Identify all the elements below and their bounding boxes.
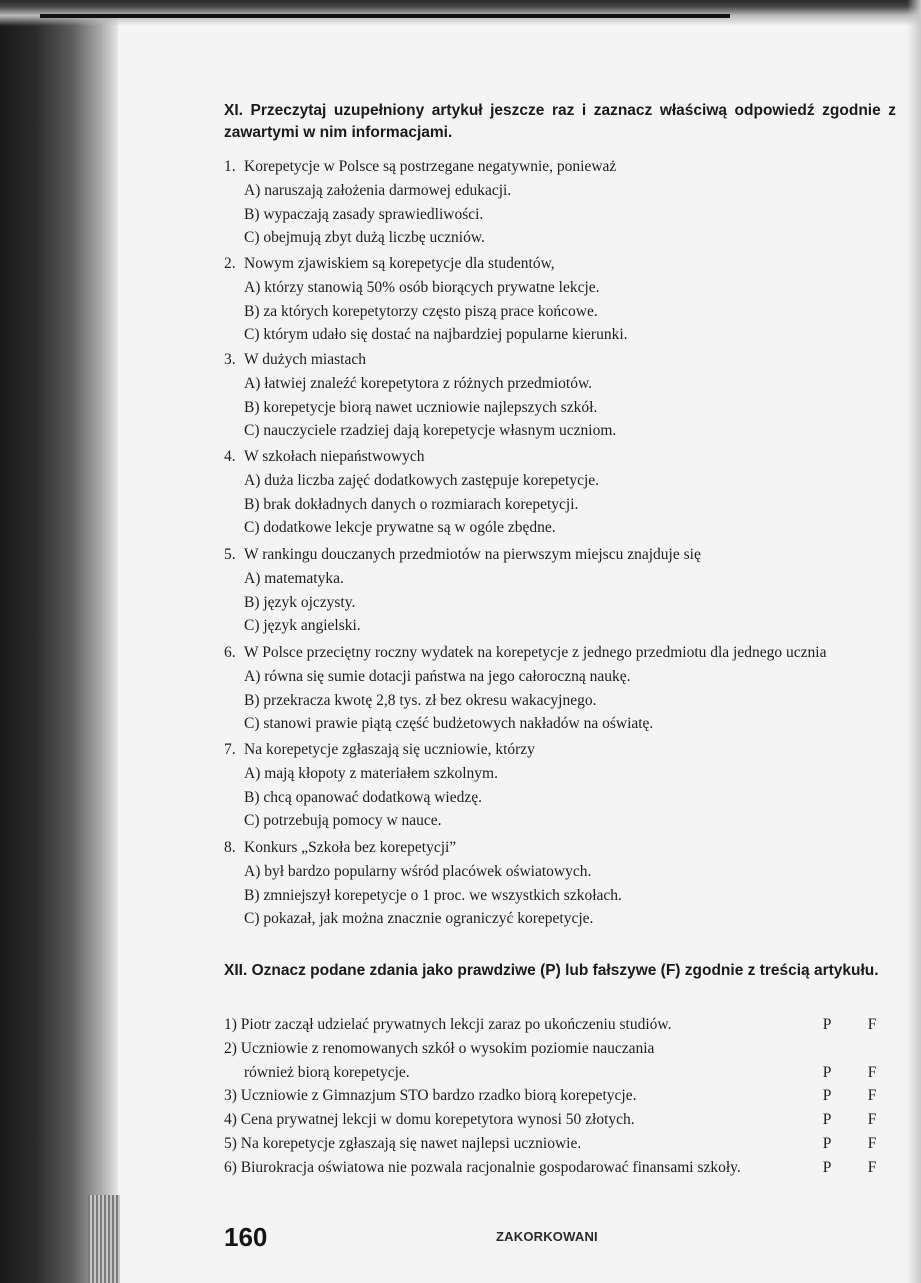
option-b[interactable]: B) wypaczają zasady sprawiedliwości. <box>244 205 484 223</box>
question-8 <box>224 836 904 931</box>
exercise-xii-heading: XII. Oznacz podane zdania jako prawdziwe (P) lub fałszywe (F) zgodnie z treścią artykułu. <box>224 962 879 979</box>
option-c[interactable]: C) obejmują zbyt dużą liczbę uczniów. <box>244 229 485 247</box>
option-b[interactable]: B) przekracza kwotę 2,8 tys. zł bez okresu wakacyjnego. <box>244 691 597 709</box>
question-number: 3. <box>224 351 236 368</box>
statement-text: 6) Biurokracja oświatowa nie pozwala racjonalnie gospodarować finansami szkoły. <box>224 1158 741 1176</box>
false-mark[interactable]: F <box>867 1111 877 1129</box>
question-6 <box>224 641 904 736</box>
option-c[interactable]: C) stanowi prawie piątą część budżetowych nakładów na oświatę. <box>244 715 654 733</box>
question-2 <box>224 252 904 347</box>
true-mark[interactable]: P <box>822 1111 832 1129</box>
option-a[interactable]: A) duża liczba zajęć dodatkowych zastępuje korepetycje. <box>244 471 600 489</box>
statement-text: 1) Piotr zaczął udzielać prywatnych lekcji zaraz po ukończeniu studiów. <box>224 1016 672 1033</box>
question-number: 6. <box>224 644 236 661</box>
question-number: 4. <box>224 448 236 465</box>
option-c[interactable]: C) język angielski. <box>244 617 361 635</box>
option-a[interactable]: A) równa się sumie dotacji państwa na jego całoroczną naukę. <box>244 667 631 685</box>
statement-row <box>224 1037 884 1085</box>
option-c[interactable]: C) nauczyciele rzadziej dają korepetycje własnym uczniom. <box>244 422 617 440</box>
question-number: 7. <box>224 741 236 758</box>
question-number: 2. <box>224 255 236 272</box>
question-text: W dużych miastach <box>244 351 366 368</box>
option-c[interactable]: C) pokazał, jak można znacznie ograniczyć korepetycje. <box>244 910 594 928</box>
question-7 <box>224 738 904 833</box>
question-text: W rankingu douczanych przedmiotów na pierwszym miejscu znajduje się <box>244 546 701 563</box>
false-mark[interactable]: F <box>867 1016 877 1033</box>
running-footer-title: ZAKORKOWANI <box>496 1229 598 1244</box>
question-3 <box>224 348 904 443</box>
true-mark[interactable]: P <box>822 1016 832 1033</box>
question-text: Korepetycje w Polsce są postrzegane negatywnie, ponieważ <box>244 158 617 175</box>
option-a[interactable]: A) matematyka. <box>244 569 344 587</box>
statement-text: 2) Uczniowie z renomowanych szkół o wysokim poziomie nauczania <box>224 1039 655 1057</box>
option-a[interactable]: A) był bardzo popularny wśród placówek oświatowych. <box>244 862 592 880</box>
option-b[interactable]: B) brak dokładnych danych o rozmiarach korepetycji. <box>244 495 579 513</box>
option-b[interactable]: B) korepetycje biorą nawet uczniowie najlepszych szkół. <box>244 398 598 416</box>
statement-row <box>224 1108 884 1132</box>
true-mark[interactable]: P <box>822 1134 832 1152</box>
statement-text: 4) Cena prywatnej lekcji w domu korepetytora wynosi 50 złotych. <box>224 1111 635 1129</box>
question-4 <box>224 445 904 540</box>
statement-text-continued: również biorą korepetycje. <box>244 1063 410 1081</box>
question-text: W Polsce przeciętny roczny wydatek na korepetycje z jednego przedmiotu dla jednego ucznia <box>244 644 827 661</box>
option-a[interactable]: A) którzy stanowią 50% osób biorących prywatne lekcje. <box>244 278 600 296</box>
false-mark[interactable]: F <box>867 1134 877 1152</box>
option-c[interactable]: C) potrzebują pomocy w nauce. <box>244 812 442 830</box>
option-a[interactable]: A) mają kłopoty z materiałem szkolnym. <box>244 764 498 782</box>
question-number: 8. <box>224 839 236 856</box>
true-false-list <box>224 1013 884 1180</box>
option-c[interactable]: C) dodatkowe lekcje prywatne są w ogóle zbędne. <box>244 519 556 537</box>
statement-row <box>224 1084 884 1108</box>
question-text: Nowym zjawiskiem są korepetycje dla studentów, <box>244 255 555 272</box>
question-1 <box>224 155 904 250</box>
option-b[interactable]: B) za których korepetytorzy często piszą prace końcowe. <box>244 302 598 320</box>
false-mark[interactable]: F <box>867 1087 877 1105</box>
true-mark[interactable]: P <box>822 1063 832 1081</box>
question-number: 1. <box>224 158 236 175</box>
question-number: 5. <box>224 546 236 563</box>
option-c[interactable]: C) którym udało się dostać na najbardziej popularne kierunki. <box>244 326 628 344</box>
statement-row <box>224 1156 884 1180</box>
statement-row <box>224 1013 884 1037</box>
true-mark[interactable]: P <box>822 1158 832 1176</box>
option-b[interactable]: B) język ojczysty. <box>244 593 356 611</box>
false-mark[interactable]: F <box>867 1063 877 1081</box>
question-text: W szkołach niepaństwowych <box>244 448 425 465</box>
option-a[interactable]: A) naruszają założenia darmowej edukacji. <box>244 181 512 199</box>
false-mark[interactable]: F <box>867 1158 877 1176</box>
question-text: Na korepetycje zgłaszają się uczniowie, którzy <box>244 741 535 758</box>
option-b[interactable]: B) chcą opanować dodatkową wiedzę. <box>244 788 482 806</box>
true-mark[interactable]: P <box>822 1087 832 1105</box>
option-a[interactable]: A) łatwiej znaleźć korepetytora z różnych przedmiotów. <box>244 374 593 392</box>
statement-text: 5) Na korepetycje zgłaszają się nawet najlepsi uczniowie. <box>224 1134 582 1152</box>
question-5 <box>224 543 904 638</box>
option-b[interactable]: B) zmniejszył korepetycje o 1 proc. we wszystkich szkołach. <box>244 886 622 904</box>
statement-row <box>224 1132 884 1156</box>
exercise-xi-heading: XI. Przeczytaj uzupełniony artykuł jeszcze raz i zaznacz właściwą odpowiedź zgodnie z zawartymi w nim informacjami. <box>224 102 896 141</box>
page-number: 160 <box>224 1222 268 1252</box>
question-text: Konkurs „Szkoła bez korepetycji” <box>244 839 457 856</box>
statement-text: 3) Uczniowie z Gimnazjum STO bardzo rzadko biorą korepetycje. <box>224 1087 637 1105</box>
